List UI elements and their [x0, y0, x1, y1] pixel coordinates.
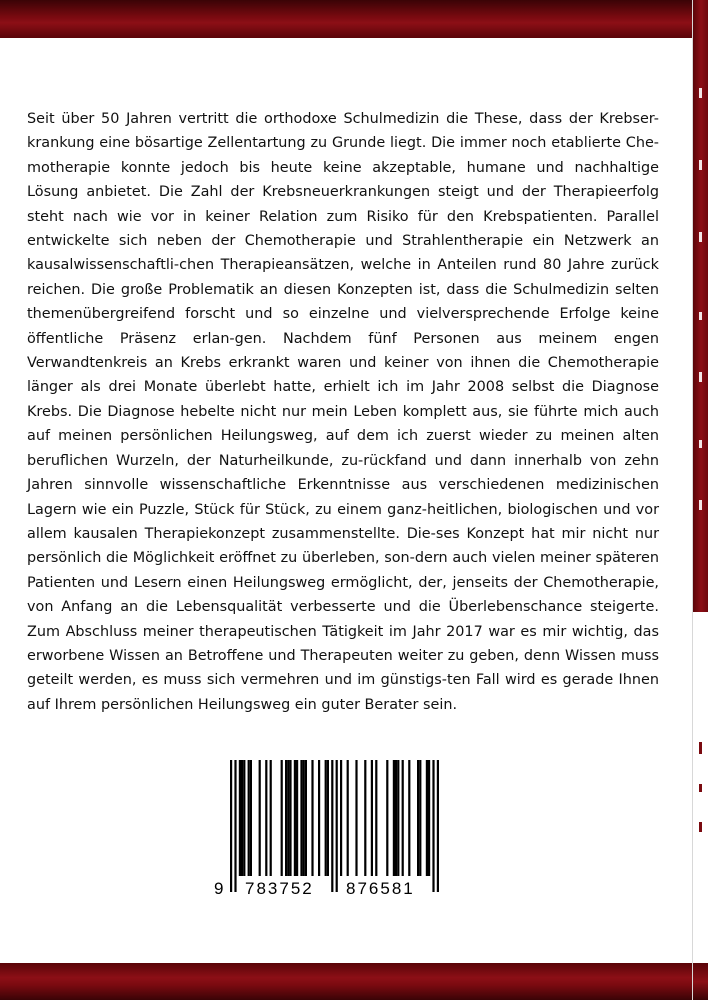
barcode-bar: [393, 760, 395, 876]
barcode-bar: [417, 760, 419, 876]
spine-text-mark: [699, 742, 702, 754]
barcode-guard-bar: [336, 760, 338, 892]
barcode-bar: [259, 760, 261, 876]
spine-text-mark: [699, 500, 702, 510]
barcode-bar: [296, 760, 298, 876]
spine-text-mark: [699, 440, 702, 448]
spine-red-bottom: [693, 963, 708, 1000]
barcode-bar: [281, 760, 283, 876]
barcode-bar: [426, 760, 428, 876]
spine-text-mark: [699, 88, 702, 98]
spine-red-section: [693, 0, 708, 612]
barcode-bar: [287, 760, 289, 876]
barcode-bar: [340, 760, 342, 876]
book-spine-edge: [692, 0, 708, 1000]
barcode-bar: [408, 760, 410, 876]
barcode-bar: [364, 760, 366, 876]
spine-text-mark: [699, 822, 702, 832]
barcode-bar: [305, 760, 307, 876]
barcode-bar: [294, 760, 296, 876]
barcode-bar: [327, 760, 329, 876]
barcode-bar: [303, 760, 305, 876]
barcode-bar: [371, 760, 373, 876]
barcode-bar: [428, 760, 430, 876]
blurb-text: Seit über 50 Jahren vertritt die orthodoxe Schulmedizin die These, dass der Krebser-krankung eine bösartige Zellentartung zu Grunde liegt. Die immer noch etablierte Che-motherapie konnte jedoch bis heute keine akzeptable, humane und nachhaltige Lösung anbietet. Die Zahl der Krebsneuerkrankungen steigt und der Therapieerfolg steht nach wie vor in keiner Relation zum Risiko für den Krebspatienten. Parallel entwickelte sich neben der Chemotherapie und Strahlentherapie ein Netzwerk an kausalwissenschaftli-chen Therapieansätzen, welche in Anteilen rund 80 Jahre zurück reichen. Die große Problematik an diesen Konzepten ist, dass die Schulmedizin selten themenübergreifend forscht und so einzelne und vielversprechende Erfolge keine öffentliche Präsenz erlan-gen. Nachdem fünf Personen aus meinem engen Verwandtenkreis an Krebs erkrankt waren und keiner von ihnen die Chemotherapie länger als drei Monate überlebt hatte, erhielt ich im Jahr 2008 selbst die Diagnose Krebs. Die Diagnose hebelte nicht nur mein Leben komplett aus, sie führte mich auch auf meinen persönlichen Heilungsweg, auf dem ich zuerst wieder zu meinen alten beruflichen Wurzeln, der Naturheilkunde, zu-rückfand und dann innerhalb von zehn Jahren sinnvolle wissenschaftliche Erkenntnisse aus verschiedenen medizinischen Lagern wie ein Puzzle, Stück für Stück, zu einem ganz-heitlichen, biologischen und vor allem kausalen Therapiekonzept zusammenstellte. Die-ses Konzept hat mir nicht nur persönlich die Möglichkeit eröffnet zu überleben, son-dern auch vielen meiner späteren Patienten und Lesern einen Heilungsweg ermöglicht, der, jenseits der Chemotherapie, von Anfang an die Lebensqualität verbesserte und die Überlebenschance steigerte. Zum Abschluss meiner therapeutischen Tätigkeit im Jahr 2017 war es mir wichtig, das erworbene Wissen an Betroffene und Therapeuten weiter zu geben, denn Wissen muss geteilt werden, es muss sich vermehren und im günstigs-ten Fall wird es gerade Ihnen auf Ihrem persönlichen Heilungsweg ein guter Berater sein.: [27, 111, 659, 713]
spine-text-mark: [699, 232, 702, 242]
barcode-prefix-digit: 9: [214, 879, 224, 898]
barcode-bar: [285, 760, 287, 876]
barcode-graphic: [210, 760, 450, 900]
barcode-guard-bar: [432, 760, 434, 892]
barcode-bar: [311, 760, 313, 876]
barcode-bar: [402, 760, 404, 876]
spine-text-mark: [699, 784, 702, 792]
spine-text-mark: [699, 372, 702, 382]
barcode-guard-bar: [437, 760, 439, 892]
barcode-bar: [318, 760, 320, 876]
barcode-bar: [375, 760, 377, 876]
barcode-bar: [300, 760, 302, 876]
barcode-guard-bar: [234, 760, 236, 892]
barcode-bar: [265, 760, 267, 876]
barcode-bar: [239, 760, 241, 876]
spine-text-mark: [699, 312, 702, 320]
barcode-guard-bar: [230, 760, 232, 892]
barcode-bar: [347, 760, 349, 876]
barcode-bar: [325, 760, 327, 876]
barcode-bar: [248, 760, 250, 876]
barcode-bar: [241, 760, 243, 876]
barcode-bar: [289, 760, 291, 876]
barcode-bar: [270, 760, 272, 876]
barcode-bar: [250, 760, 252, 876]
barcode-guard-bar: [331, 760, 333, 892]
barcode-bar: [395, 760, 397, 876]
barcode-bar: [397, 760, 399, 876]
barcode-bars: [230, 760, 439, 892]
bottom-red-band: [0, 963, 692, 1000]
barcode-right-group: 876581: [346, 879, 415, 898]
top-red-band: [0, 0, 692, 38]
barcode-bar: [243, 760, 245, 876]
barcode-left-group: 783752: [245, 879, 314, 898]
spine-text-mark: [699, 160, 702, 170]
barcode-bar: [419, 760, 421, 876]
barcode-bar: [355, 760, 357, 876]
barcode-bar: [386, 760, 388, 876]
isbn-barcode: [210, 760, 450, 900]
